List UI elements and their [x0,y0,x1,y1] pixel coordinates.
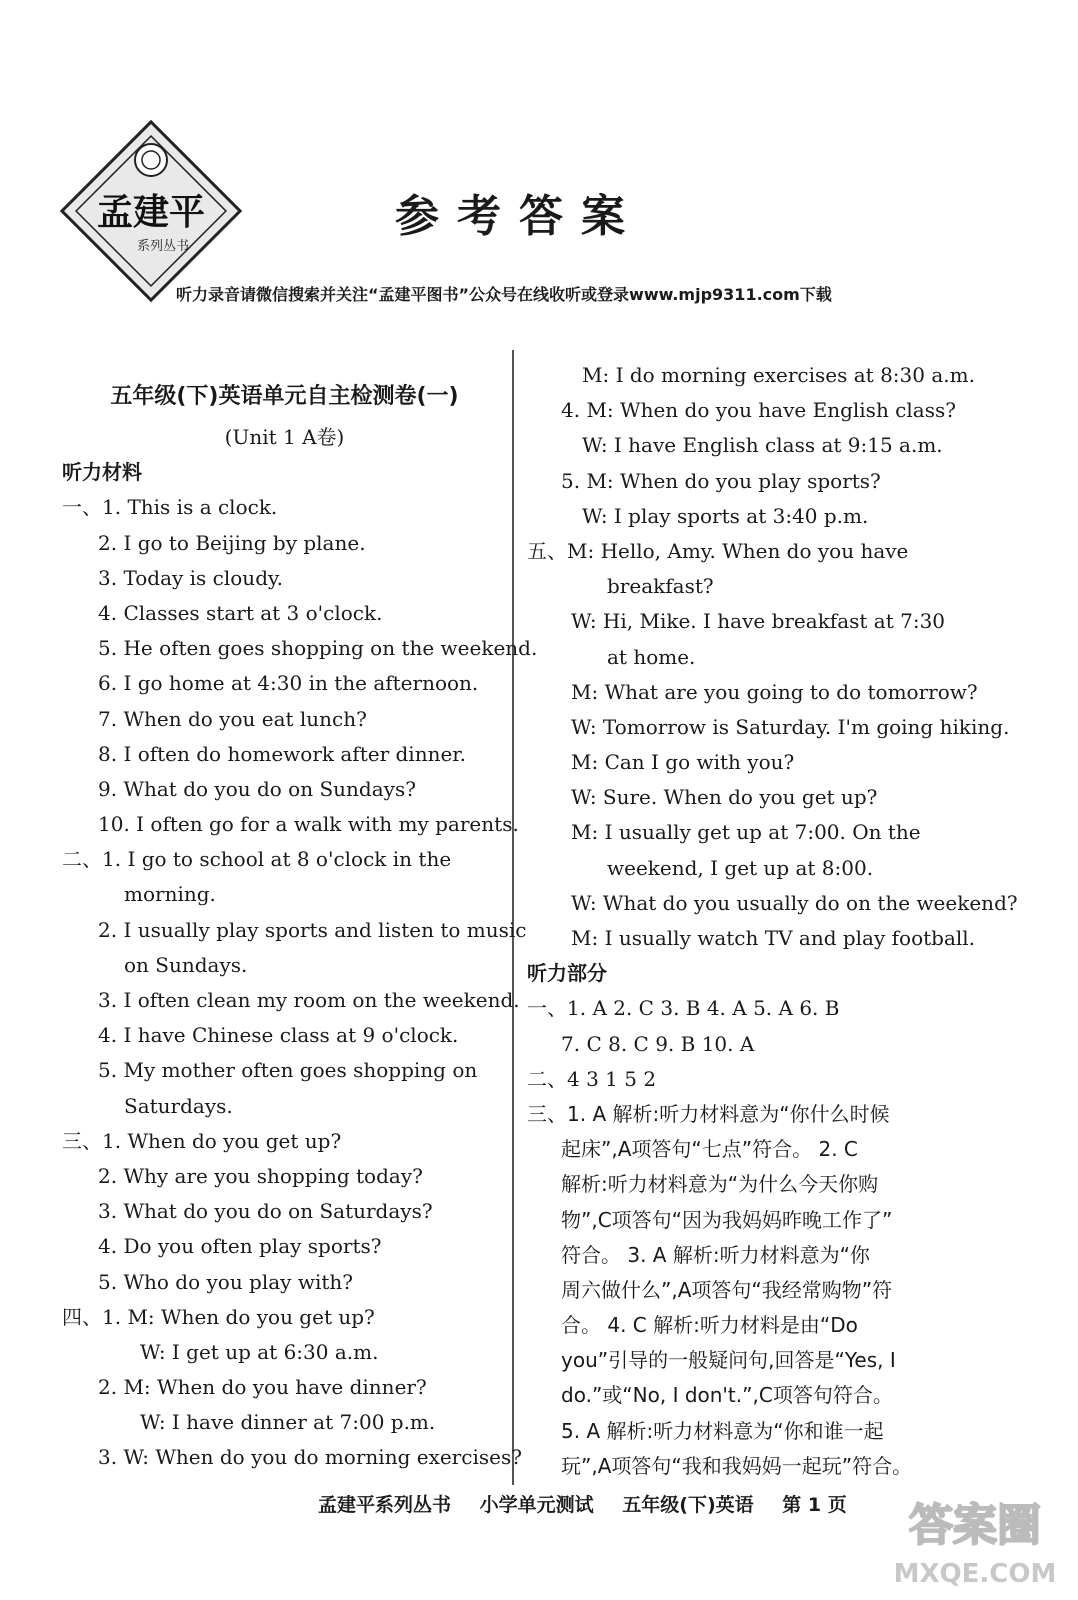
right-line: 起床”,A项答句“七点”符合。 2. C [561,1137,858,1162]
left-line: 四、1. M: When do you get up? [62,1304,375,1329]
left-line: 三、1. When do you get up? [62,1128,342,1153]
right-line: M: I usually watch TV and play football. [571,926,976,950]
left-line: 五年级(下)英语单元自主检测卷(一) [110,384,459,409]
left-line: 2. I go to Beijing by plane. [98,530,366,555]
right-line: weekend, I get up at 8:00. [607,855,874,880]
right-line: 符合。 3. A 解析:听力材料意为“你 [561,1242,870,1267]
left-line: 2. M: When do you have dinner? [98,1375,427,1400]
footer-book: 小学单元测试 [479,1494,594,1516]
watermark-url: MXQE.COM [893,1559,1057,1589]
right-line: 二、4 3 1 5 2 [527,1066,657,1091]
left-line: 7. When do you eat lunch? [98,706,367,731]
page-title: 参考答案 [395,191,643,242]
right-line: 玩”,A项答句“我和我妈妈一起玩”符合。 [561,1453,913,1478]
footer-grade: 五年级(下)英语 [622,1494,754,1516]
right-line: 听力部分 [527,961,607,986]
left-line: morning. [124,882,216,907]
left-line: 6. I go home at 4:30 in the afternoon. [98,671,479,696]
left-line: (Unit 1 A卷) [224,425,345,449]
right-line: W: I have English class at 9:15 a.m. [582,433,943,458]
left-line: Saturdays. [124,1093,233,1118]
left-line: 8. I often do homework after dinner. [98,741,467,766]
left-line: W: I have dinner at 7:00 p.m. [140,1410,436,1435]
left-line: 2. I usually play sports and listen to music [98,917,527,942]
right-line: M: I usually get up at 7:00. On the [571,820,921,845]
left-line: 3. Today is cloudy. [98,565,283,590]
download-notice: 听力录音请微信搜索并关注“孟建平图书”公众号在线收听或登录www.mjp9311.com下载 [176,285,832,304]
right-line: at home. [607,644,696,669]
right-line: M: What are you going to do tomorrow? [571,679,978,704]
right-line: breakfast? [607,574,714,599]
right-line: 解析:听力材料意为“为什么今天你购 [561,1172,879,1197]
left-line: 5. Who do you play with? [98,1269,353,1294]
right-line: 7. C 8. C 9. B 10. A [561,1031,755,1056]
right-line: 五、M: Hello, Amy. When do you have [527,538,909,563]
left-line: 3. I often clean my room on the weekend. [98,988,520,1012]
left-line: 5. He often goes shopping on the weekend. [98,636,538,661]
right-line: M: I do morning exercises at 8:30 a.m. [582,363,975,387]
left-line: 二、1. I go to school at 8 o'clock in the [62,847,452,872]
right-line: 物”,C项答句“因为我妈妈昨晚工作了” [561,1207,893,1232]
right-line: 5. M: When do you play sports? [561,468,881,493]
left-line: 4. I have Chinese class at 9 o'clock. [98,1023,459,1048]
left-line: 10. I often go for a walk with my parents. [98,812,519,837]
right-line: W: What do you usually do on the weekend? [571,890,1018,915]
footer-page-number: 第 1 页 [782,1494,847,1516]
right-line: W: I play sports at 3:40 p.m. [582,503,869,528]
right-line: 一、1. A 2. C 3. B 4. A 5. A 6. B [527,996,840,1021]
right-line: 周六做什么”,A项答句“我经常购物”符 [561,1277,893,1302]
right-line: W: Sure. When do you get up? [571,785,878,810]
page-footer [318,1490,869,1517]
watermark-text: 答案圈 [909,1500,1041,1551]
left-line: 听力材料 [62,460,142,485]
right-line: 合。 4. C 解析:听力材料是由“Do [561,1313,858,1338]
left-line: on Sundays. [124,952,248,977]
left-line: 4. Do you often play sports? [98,1234,382,1259]
right-line: you”引导的一般疑问句,回答是“Yes, I [561,1348,896,1373]
left-line: 4. Classes start at 3 o'clock. [98,600,383,625]
left-line: 9. What do you do on Sundays? [98,776,416,801]
right-column [527,358,1018,1484]
logo-subtext: 系列丛书 [136,239,190,254]
right-line: W: Hi, Mike. I have breakfast at 7:30 [571,609,946,634]
left-column [62,358,538,1476]
right-line: 5. A 解析:听力材料意为“你和谁一起 [561,1418,884,1443]
left-line: 5. My mother often goes shopping on [98,1058,478,1083]
left-line: 3. W: When do you do morning exercises? [98,1445,522,1470]
watermark [880,1478,1070,1598]
left-line: W: I get up at 6:30 a.m. [140,1339,379,1364]
right-line: 三、1. A 解析:听力材料意为“你什么时候 [527,1101,890,1126]
left-line: 3. What do you do on Saturdays? [98,1199,433,1224]
logo-text: 孟建平 [96,191,206,233]
left-line: 一、1. This is a clock. [62,495,278,520]
right-line: do.”或“No, I don't.”,C项答句符合。 [561,1383,893,1408]
right-line: 4. M: When do you have English class? [561,398,956,423]
left-line: 2. Why are you shopping today? [98,1163,423,1188]
footer-series: 孟建平系列丛书 [318,1494,452,1516]
right-line: W: Tomorrow is Saturday. I'm going hiking. [571,714,1010,739]
right-line: M: Can I go with you? [571,750,795,775]
publisher-logo [58,118,244,304]
